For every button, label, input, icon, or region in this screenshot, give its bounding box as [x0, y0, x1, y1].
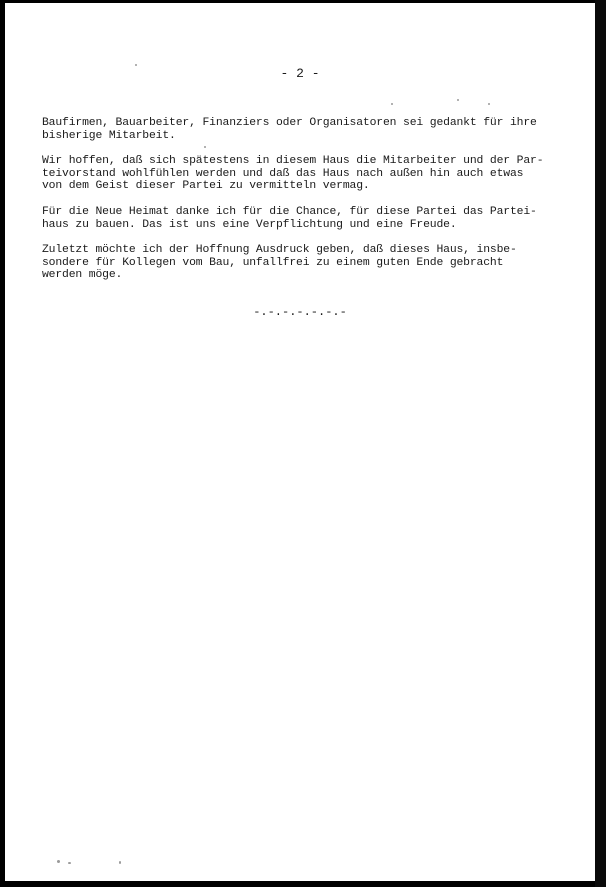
- paragraph-3: [42, 206, 582, 231]
- scan-speck: [68, 862, 71, 864]
- paragraph-1: [42, 117, 582, 142]
- text-line: Wir hoffen, daß sich spätestens in diesem Haus die Mitarbeiter und der Par-: [42, 155, 544, 168]
- page-number: - 2 -: [280, 66, 320, 81]
- closing-separator: -.-.-.-.-.-.-: [253, 305, 347, 319]
- scan-speck: [135, 64, 137, 66]
- text-line: von dem Geist dieser Partei zu vermitteln vermag.: [42, 180, 370, 193]
- scan-speck: [204, 146, 206, 148]
- text-line: haus zu bauen. Das ist uns eine Verpflichtung und eine Freude.: [42, 218, 457, 231]
- body-text: [42, 117, 582, 295]
- scan-speck: [488, 103, 490, 105]
- text-line: Für die Neue Heimat danke ich für die Chance, für diese Partei das Partei-: [42, 205, 537, 218]
- paragraph-2: [42, 155, 582, 193]
- scan-speck: [457, 99, 459, 101]
- text-line: teivorstand wohlfühlen werden und daß das Haus nach außen hin auch etwas: [42, 167, 524, 180]
- scan-speck: [119, 861, 121, 864]
- scan-speck: [57, 860, 60, 863]
- text-line: Zuletzt möchte ich der Hoffnung Ausdruck geben, daß dieses Haus, insbe-: [42, 244, 517, 257]
- text-line: bisherige Mitarbeit.: [42, 129, 176, 142]
- scan-edge: [595, 0, 606, 887]
- document-page: [5, 3, 595, 881]
- scan-speck: [391, 103, 393, 105]
- text-line: sondere für Kollegen vom Bau, unfallfrei zu einem guten Ende gebracht: [42, 256, 504, 269]
- text-line: werden möge.: [42, 269, 123, 282]
- text-line: Baufirmen, Bauarbeiter, Finanziers oder Organisatoren sei gedankt für ihre: [42, 117, 537, 129]
- paragraph-4: [42, 244, 582, 282]
